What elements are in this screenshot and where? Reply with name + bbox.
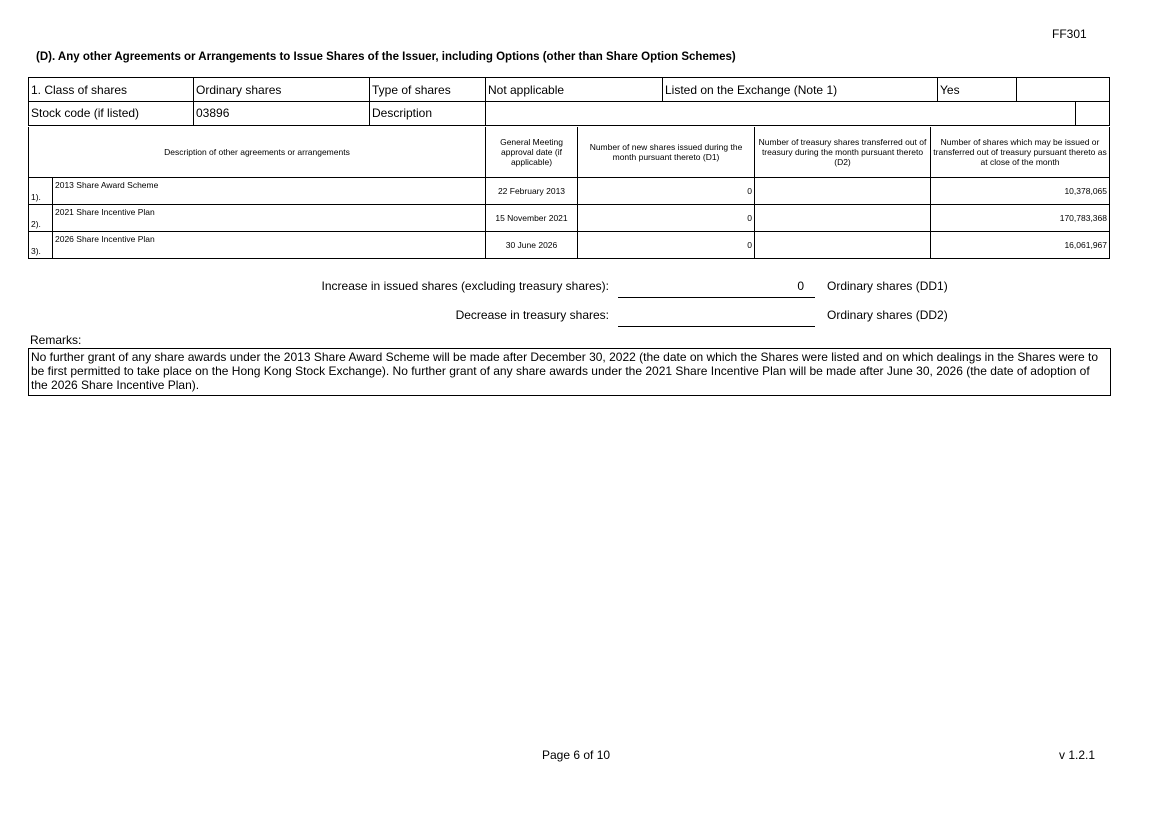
page-number: Page 6 of 10 <box>542 748 611 762</box>
row-new-shares: 0 <box>578 205 755 232</box>
row-may-be-issued: 16,061,967 <box>931 232 1110 259</box>
table-row <box>29 178 1110 205</box>
row-may-be-issued: 10,378,065 <box>931 178 1110 205</box>
table-row <box>29 205 1110 232</box>
increase-issued-shares-value: 0 <box>797 279 804 293</box>
increase-underline <box>618 297 815 298</box>
description-value <box>486 101 1076 126</box>
row-description: 2026 Share Incentive Plan <box>53 232 486 259</box>
increase-issued-shares-unit: Ordinary shares (DD1) <box>827 279 948 293</box>
remarks-text: No further grant of any share awards under the 2013 Share Award Scheme will be made after December 30, 2022 (the date on which the Shares were listed and on which dealings in the Shares were to be first permitted to take place on the Hong Kong Stock Exchange). No further grant of any share awards under the 2021 Share Incentive Plan will be made after June 30, 2026 (the date of adoption of the 2026 Share Incentive Plan). <box>28 348 1111 396</box>
table-header-row <box>29 127 1110 178</box>
type-of-shares-label: Type of shares <box>370 78 486 102</box>
row-new-shares: 0 <box>578 232 755 259</box>
row-approval-date: 22 February 2013 <box>486 178 578 205</box>
empty-cell <box>1076 101 1110 126</box>
stock-code-row <box>28 101 1110 126</box>
row-description: 2013 Share Award Scheme <box>53 178 486 205</box>
stock-code-value: 03896 <box>194 101 370 126</box>
row-new-shares: 0 <box>578 178 755 205</box>
header-description: Description of other agreements or arrangements <box>29 127 486 178</box>
row-approval-date: 30 June 2026 <box>486 232 578 259</box>
stock-code-label: Stock code (if listed) <box>29 101 194 126</box>
decrease-treasury-shares-unit: Ordinary shares (DD2) <box>827 308 948 322</box>
row-number: 1). <box>29 178 53 205</box>
type-of-shares-value: Not applicable <box>486 78 663 102</box>
class-of-shares-value: Ordinary shares <box>194 78 370 102</box>
section-title: (D). Any other Agreements or Arrangements to Issue Shares of the Issuer, including Options (other than Share Option Schemes) <box>36 51 736 63</box>
agreements-table <box>28 127 1110 259</box>
table-row <box>29 232 1110 259</box>
row-may-be-issued: 170,783,368 <box>931 205 1110 232</box>
row-treasury-transferred <box>755 178 931 205</box>
header-treasury-transferred: Number of treasury shares transferred out of treasury during the month pursuant thereto (D2) <box>755 127 931 178</box>
form-code: FF301 <box>1052 27 1087 41</box>
decrease-treasury-shares-label: Decrease in treasury shares: <box>455 308 609 322</box>
row-description: 2021 Share Incentive Plan <box>53 205 486 232</box>
remarks-label: Remarks: <box>30 333 82 347</box>
header-may-be-issued: Number of shares which may be issued or transferred out of treasury pursuant thereto as at close of the month <box>931 127 1110 178</box>
empty-cell <box>1017 78 1110 102</box>
class-of-shares-label: 1. Class of shares <box>29 78 194 102</box>
header-approval-date: General Meeting approval date (if applicable) <box>486 127 578 178</box>
version-label: v 1.2.1 <box>1059 748 1096 762</box>
row-treasury-transferred <box>755 232 931 259</box>
listed-on-exchange-value: Yes <box>938 78 1017 102</box>
row-number: 3). <box>29 232 53 259</box>
listed-on-exchange-label: Listed on the Exchange (Note 1) <box>663 78 938 102</box>
description-label: Description <box>370 101 486 126</box>
decrease-underline <box>618 326 815 327</box>
increase-issued-shares-label: Increase in issued shares (excluding treasury shares): <box>321 279 609 293</box>
class-of-shares-row <box>28 77 1110 102</box>
row-number: 2). <box>29 205 53 232</box>
row-treasury-transferred <box>755 205 931 232</box>
row-approval-date: 15 November 2021 <box>486 205 578 232</box>
header-new-shares: Number of new shares issued during the month pursuant thereto (D1) <box>578 127 755 178</box>
